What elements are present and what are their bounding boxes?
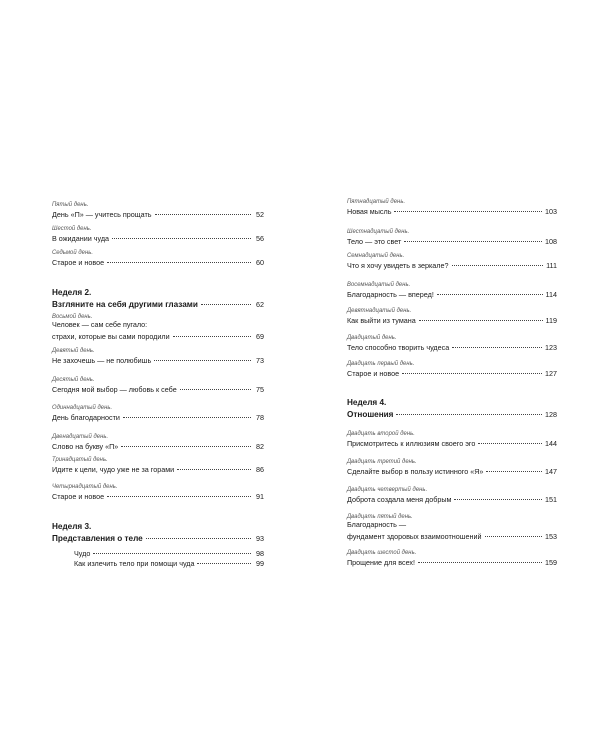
entry-title: В ожидании чуда [52, 234, 110, 243]
day-label: Седьмой день. [52, 249, 94, 256]
day-label: Двадцатый день. [347, 334, 397, 341]
week-title: Представления о теле [52, 534, 143, 543]
leader-dots [486, 463, 542, 472]
toc-entry-day-24[interactable] [347, 486, 557, 505]
day-label: Шестнадцатый день. [347, 228, 410, 235]
leader-dots [146, 530, 251, 539]
entry-title: Как излечить тело при помощи чуда [74, 559, 195, 568]
page-number: 153 [545, 532, 557, 541]
day-label: Тринадцатый день. [52, 456, 108, 463]
day-label: Восемнадцатый день. [347, 281, 411, 288]
page-number: 119 [545, 316, 557, 325]
leader-dots [93, 545, 251, 554]
toc-week-3[interactable] [52, 521, 264, 544]
leader-dots [402, 365, 542, 374]
page-number: 111 [546, 261, 557, 270]
entry-title: Прощение для всех! [347, 558, 416, 567]
page-number: 151 [545, 495, 557, 504]
page-number: 128 [545, 410, 557, 419]
leader-dots [201, 296, 251, 305]
day-label: Восьмой день. [52, 313, 93, 320]
leader-dots [452, 257, 544, 266]
page-number: 78 [256, 413, 264, 422]
page-number: 69 [256, 332, 264, 341]
entry-title-line-1: Благодарность — [347, 520, 407, 529]
leader-dots [180, 381, 251, 390]
entry-title: Идите к цели, чудо уже не за горами [52, 465, 175, 474]
toc-week-2[interactable] [52, 287, 264, 310]
toc-entry-day-26[interactable] [347, 549, 557, 568]
page-number: 52 [256, 210, 264, 219]
entry-title: Как выйти из тумана [347, 316, 416, 325]
toc-entry-day-10[interactable] [52, 376, 264, 395]
leader-dots [454, 491, 542, 500]
leader-dots [437, 286, 543, 295]
leader-dots [177, 461, 251, 470]
page-number: 114 [545, 290, 557, 299]
entry-title-line-1: Человек — сам себе пугало: [52, 320, 148, 329]
toc-subentry-heal-body[interactable] [52, 557, 264, 569]
entry-title: Новая мысль [347, 207, 392, 216]
entry-title: Тело способно творить чудеса [347, 343, 450, 352]
week-number: Неделя 2. [52, 288, 92, 297]
day-label: Десятый день. [52, 376, 95, 383]
page-number: 98 [256, 549, 264, 558]
leader-dots [418, 554, 542, 563]
day-label: Двадцать пятый день. [347, 513, 413, 520]
day-label: Девятнадцатый день. [347, 307, 412, 314]
toc-entry-day-18[interactable] [347, 281, 557, 300]
page-number: 159 [545, 558, 557, 567]
entry-title: Присмотритесь к иллюзиям своего эго [347, 439, 476, 448]
entry-title: Старое и новое [347, 369, 400, 378]
leader-dots [112, 230, 251, 239]
entry-title: Сделайте выбор в пользу истинного «Я» [347, 467, 484, 476]
page-number: 93 [256, 534, 264, 543]
week-number: Неделя 3. [52, 522, 92, 531]
page-number: 144 [545, 439, 557, 448]
leader-dots [197, 555, 251, 564]
entry-title: Сегодня мой выбор — любовь к себе [52, 385, 177, 394]
day-label: Двадцать второй день. [347, 430, 415, 437]
leader-dots [107, 254, 251, 263]
leader-dots [154, 352, 251, 361]
entry-title: Старое и новое [52, 492, 105, 501]
toc-entry-day-19[interactable] [347, 307, 557, 326]
leader-dots [452, 339, 542, 348]
page-number: 91 [256, 492, 264, 501]
week-title: Взгляните на себя другими глазами [52, 300, 198, 309]
page-number: 108 [545, 237, 557, 246]
toc-week-4[interactable] [347, 397, 557, 420]
page-number: 103 [545, 207, 557, 216]
entry-title: Чудо [74, 549, 91, 558]
leader-dots [404, 233, 542, 242]
day-label: Пятнадцатый день. [347, 198, 406, 205]
page-number: 60 [256, 258, 264, 267]
page-number: 75 [256, 385, 264, 394]
week-title: Отношения [347, 410, 394, 419]
page-number: 86 [256, 465, 264, 474]
leader-dots [107, 488, 251, 497]
leader-dots [396, 406, 542, 415]
day-label: Двенадцатый день. [52, 433, 109, 440]
entry-title: Не захочешь — не полюбишь [52, 356, 152, 365]
page-number: 73 [256, 356, 264, 365]
entry-title: Благодарность — вперед! [347, 290, 434, 299]
toc-entry-day-16[interactable] [347, 228, 557, 247]
day-label: Двадцать третий день. [347, 458, 417, 465]
day-label: Двадцать шестой день. [347, 549, 417, 556]
entry-title: страхи, которые вы сами породили [52, 332, 170, 341]
toc-entry-day-6[interactable] [52, 225, 264, 244]
toc-entry-day-12[interactable] [52, 433, 264, 452]
leader-dots [155, 206, 252, 215]
leader-dots [173, 328, 251, 337]
day-label: Девятый день. [52, 347, 95, 354]
leader-dots [485, 528, 542, 537]
entry-title: День благодарности [52, 413, 120, 422]
day-label: Семнадцатый день. [347, 252, 405, 259]
toc-entry-day-11[interactable] [52, 404, 264, 423]
page-number: 62 [256, 300, 264, 309]
page-number: 147 [545, 467, 557, 476]
leader-dots [394, 203, 542, 212]
entry-title: Тело — это свет [347, 237, 402, 246]
entry-title: Слово на букву «П» [52, 442, 119, 451]
page-number: 99 [256, 559, 264, 568]
day-label: Пятый день. [52, 201, 89, 208]
page-number: 127 [545, 369, 557, 378]
leader-dots [123, 409, 251, 418]
leader-dots [478, 435, 542, 444]
toc-entry-day-7[interactable] [52, 249, 264, 268]
toc-entry-day-22[interactable] [347, 430, 557, 449]
week-number: Неделя 4. [347, 398, 387, 407]
toc-entry-day-14[interactable] [52, 483, 264, 502]
leader-dots [419, 312, 543, 321]
toc-entry-day-5[interactable] [52, 201, 264, 220]
entry-title: День «П» — учитесь прощать [52, 210, 152, 219]
toc-entry-day-8[interactable] [52, 313, 264, 342]
day-label: Шестой день. [52, 225, 92, 232]
page-number: 82 [256, 442, 264, 451]
day-label: Двадцать первый день. [347, 360, 415, 367]
toc-entry-day-20[interactable] [347, 334, 557, 353]
entry-title: Что я хочу увидеть в зеркале? [347, 261, 449, 270]
toc-entry-day-23[interactable] [347, 458, 557, 477]
toc-entry-day-21[interactable] [347, 360, 557, 379]
entry-title: фундамент здоровых взаимоотношений [347, 532, 482, 541]
day-label: Одиннадцатый день. [52, 404, 113, 411]
leader-dots [121, 438, 251, 447]
day-label: Четырнадцатый день. [52, 483, 118, 490]
toc-entry-day-9[interactable] [52, 347, 264, 366]
entry-title: Доброта создала меня добрым [347, 495, 452, 504]
toc-entry-day-25[interactable] [347, 513, 557, 542]
toc-entry-day-13[interactable] [52, 456, 264, 475]
page-number: 123 [545, 343, 557, 352]
page-number: 56 [256, 234, 264, 243]
toc-entry-day-15[interactable] [347, 198, 557, 217]
entry-title: Старое и новое [52, 258, 105, 267]
day-label: Двадцать четвертый день. [347, 486, 428, 493]
toc-entry-day-17[interactable] [347, 252, 557, 271]
